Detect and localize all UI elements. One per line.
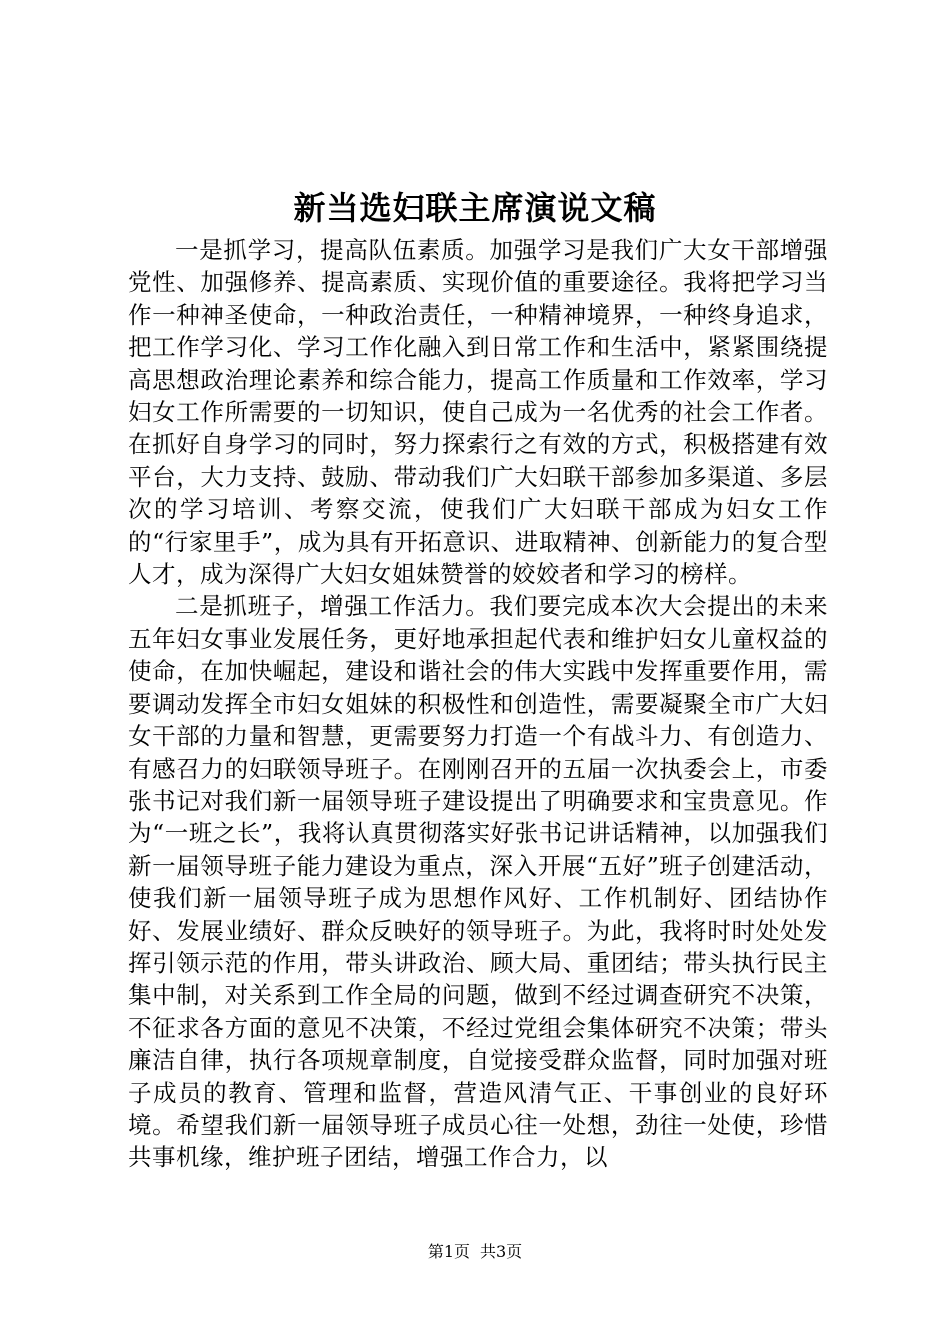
document-title: 新当选妇联主席演说文稿	[293, 189, 657, 227]
paragraph-team: 二是抓班子，增强工作活力。我们要完成本次大会提出的未来五年妇女事业发展任务，更好地承担起代表和维护妇女儿童权益的使命，在加快崛起，建设和谐社会的伟大实践中发挥重要作用，需要调动发挥全市妇女姐妹的积极性和创造性，需要凝聚全市广大妇女干部的力量和智慧，更需要努力打造一个有战斗力、有创造力、有感召力的妇联领导班子。在刚刚召开的五届一次执委会上，市委张书记对我们新一届领导班子建设提出了明确要求和宝贵意见。作为“一班之长”，我将认真贯彻落实好张书记讲话精神，以加强我们新一届领导班子能力建设为重点，深入开展“五好”班子创建活动，使我们新一届领导班子成为思想作风好、工作机制好、团结协作好、发展业绩好、群众反映好的领导班子。为此，我将时时处处发挥引领示范的作用，带头讲政治、顾大局、重团结；带头执行民主集中制，对关系到工作全局的问题，做到不经过调查研究不决策，不征求各方面的意见不决策，不经过党组会集体研究不决策；带头廉洁自律，执行各项规章制度，自觉接受群众监督，同时加强对班子成员的教育、管理和监督，营造风清气正、干事创业的良好环境。希望我们新一届领导班子成员心往一处想，劲往一处使，珍惜共事机缘，维护班子团结，增强工作合力，以	[128, 592, 828, 1172]
page-total: 共3页	[480, 1242, 523, 1261]
document-body	[128, 234, 828, 1174]
page-footer	[0, 1241, 950, 1263]
page-number: 第1页	[427, 1242, 470, 1261]
paragraph-study: 一是抓学习，提高队伍素质。加强学习是我们广大女干部增强党性、加强修养、提高素质、实现价值的重要途径。我将把学习当作一种神圣使命，一种政治责任，一种精神境界，一种终身追求，把工作学习化、学习工作化融入到日常工作和生活中，紧紧围绕提高思想政治理论素养和综合能力，提高工作质量和工作效率，学习妇女工作所需要的一切知识，使自己成为一名优秀的社会工作者。在抓好自身学习的同时，努力探索行之有效的方式，积极搭建有效平台，大力支持、鼓励、带动我们广大妇联干部参加多渠道、多层次的学习培训、考察交流，使我们广大妇联干部成为妇女工作的“行家里手”，成为具有开拓意识、进取精神、创新能力的复合型人才，成为深得广大妇女姐妹赞誉的姣姣者和学习的榜样。	[128, 236, 828, 589]
